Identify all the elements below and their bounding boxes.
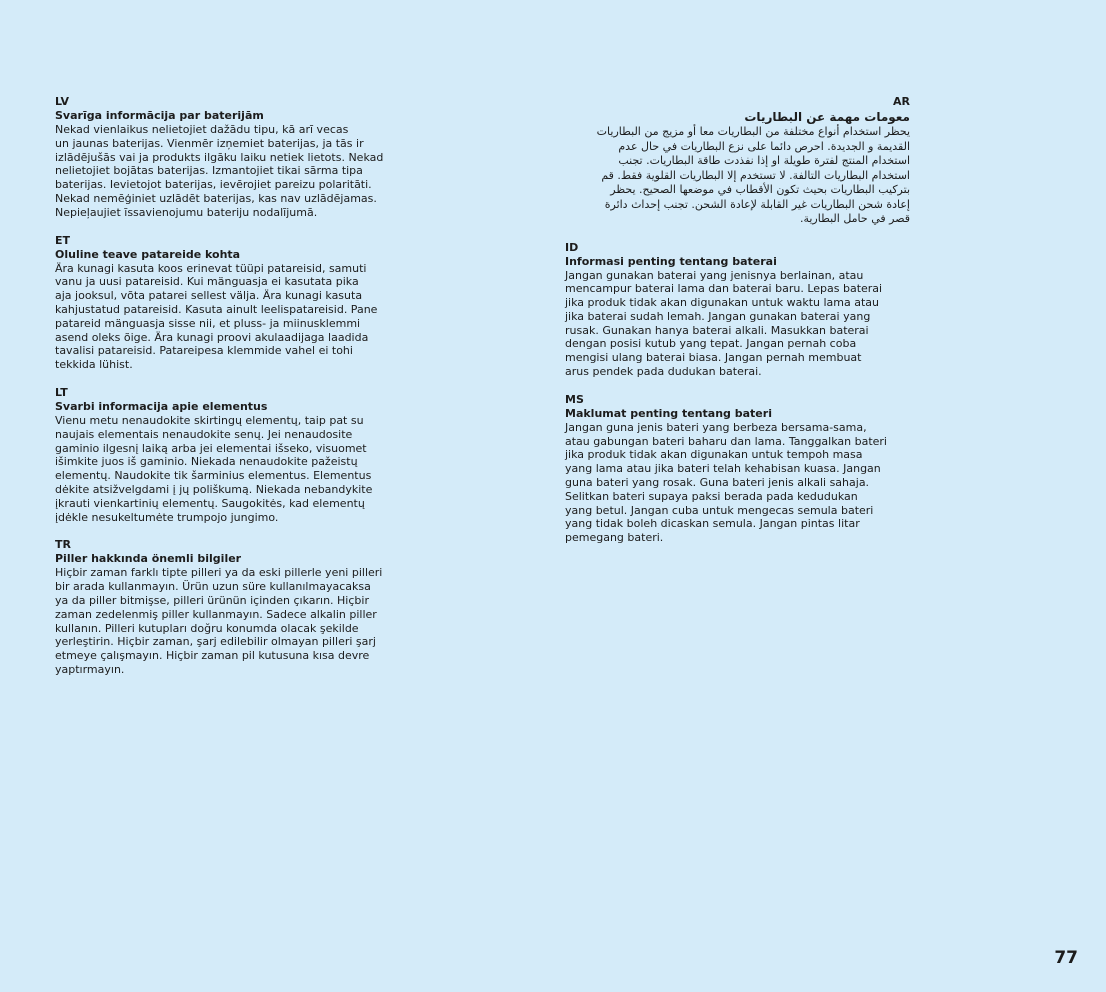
section-heading: Svarbi informacija apie elementus [55,399,268,413]
section-lv [55,95,415,220]
section-heading: Informasi penting tentang baterai [565,254,777,268]
language-code: LT [55,385,68,399]
section-tr [55,538,415,676]
section-id [565,241,910,379]
section-heading: Oluline teave patareide kohta [55,247,241,261]
language-code: LV [55,95,70,108]
section-body: Jangan gunakan baterai yang jenisnya berlainan, atau mencampur baterai lama dan baterai baru. Lepas baterai jika produk tidak akan digunakan untuk waktu lama atau jika baterai sudah lemah. Jangan gunakan baterai yang rusak. Gunakan hanya baterai alkali. Masukkan baterai dengan posisi kutub yang tepat. Jangan pernah coba mengisi ulang baterai biasa. Jangan pernah membuat arus pendek pada dudukan baterai. [565,268,883,379]
section-body: Nekad vienlaikus nelietojiet dažādu tipu, kā arī vecas un jaunas baterijas. Vienmēr izņemiet baterijas, ja tās ir izlādējušās vai ja produkts ilgāku laiku netiek lietots. Nekad nelietojiet bojātas baterijas. Izmantojiet tikai sārma tipa baterijas. Ievietojot baterijas, ievērojiet pareizu polaritāti. Nekad nemēģiniet uzlādēt baterijas, kas nav uzlādējamas. Nepieļaujiet īssavienojumu bateriju nodalījumā. [55,123,384,219]
section-ar [565,95,910,227]
language-code: ID [565,240,579,254]
section-heading: Maklumat penting tentang bateri [565,406,772,420]
section-body: Ära kunagi kasuta koos erinevat tüüpi patareisid, samuti vanu ja uusi patareisid. Kui mänguasja ei kasutata pika aja jooksul, võta patarei sellest välja. Ära kunagi kasuta kahjustatud patareisid. Kasuta ainult leelispatareisid. Pane patareid mänguasja sisse nii, et pluss- ja miinusklemmi asend oleks õige. Ära kunagi proovi akulaadijaga laadida tavalisi patareisid. Patareipesa klemmide vahel ei tohi tekkida lühist. [55,261,378,372]
section-body: Vienu metu nenaudokite skirtingų elementų, taip pat su naujais elementais nenaudokite senų. Jei nenaudosite gaminio ilgesnį laiką arba jei elementai išseko, visuomet išimkite juos iš gaminio. Niekada nenaudokite pažeistų elementų. Naudokite tik šarminius elementus. Elementus dėkite atsižvelgdami į jų poliškumą. Niekada nebandykite įkrauti vienkartinių elementų. Saugokitės, kad elementų įdėkle nesukeltumėte trumpojo jungimo. [55,413,373,524]
section-heading: Svarīga informācija par baterijām [55,109,264,122]
section-et [55,234,415,372]
page-number: 77 [1054,948,1078,968]
language-code: MS [565,392,584,406]
language-code: AR [893,95,910,108]
section-body: Hiçbir zaman farklı tipte pilleri ya da eski pillerle yeni pilleri bir arada kullanmayın. Ürün uzun süre kullanılmayacaksa ya da piller bitmişse, pilleri ürünün içinden çıkarın. Hiçbir zaman zedelenmiş piller kullanmayın. Sadece alkalin piller kullanın. Pilleri kutupları doğru konumda olacak şekilde yerleştirin. Hiçbir zaman, şarj edilebilir olmayan pilleri şarj etmeye çalışmayın. Hiçbir zaman pil kutusuna kısa devre yaptırmayın. [55,566,383,676]
section-heading: معومات مهمة عن البطاريات [744,110,910,124]
language-code: TR [55,538,71,552]
left-column [55,95,415,691]
section-heading: Piller hakkında önemli bilgiler [55,552,242,566]
section-ms [565,393,910,545]
section-body: يحظر استخدام أنواع مختلفة من البطاريات معا أو مزيج من البطاريات القديمة و الجديدة. احرص دائما على نزع البطاريات في حال عدم استخدام المنتج لفترة طويلة او إذا نفذدت طاقة البطاريات. تجنب استخدام البطاريات التالفة. لا تستخدم إلا البطاريات القلوية فقط. قم بتركيب البطاريات بحيث تكون الأقطاب في موضعها الصحيح. يحظر إعادة شحن البطاريات غير القابلة لإعادة الشحن. تجنب إحداث دائرة قصر في حامل البطارية. [596,125,910,225]
language-code: ET [55,233,71,247]
right-column [565,95,910,559]
section-body: Jangan guna jenis bateri yang berbeza bersama-sama, atau gabungan bateri baharu dan lama. Tanggalkan bateri jika produk tidak akan digunakan untuk tempoh masa yang lama atau jika bateri telah kehabisan kuasa. Jangan guna bateri yang rosak. Guna bateri jenis alkali sahaja. Selitkan bateri supaya paksi berada pada kedudukan yang betul. Jangan cuba untuk mengecas semula bateri yang tidak boleh dicaskan semula. Jangan pintas litar pemegang bateri. [565,420,887,545]
section-lt [55,386,415,524]
